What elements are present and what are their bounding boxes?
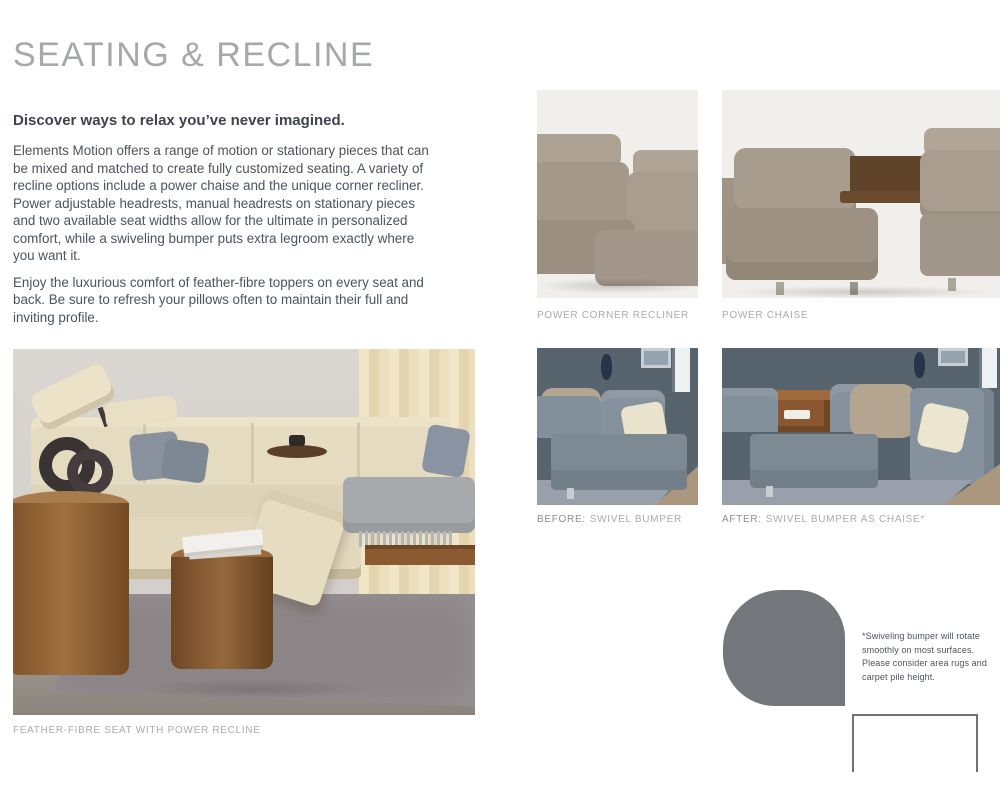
caption-text: POWER CHAISE bbox=[722, 310, 809, 321]
caption-feather-fibre bbox=[13, 725, 261, 736]
caption-power-corner-recliner bbox=[537, 310, 689, 321]
floor-shadow bbox=[732, 286, 992, 298]
lamp-shape bbox=[601, 354, 612, 380]
pillow-shape bbox=[916, 402, 970, 455]
caption-text: FEATHER-FIBRE SEAT WITH POWER RECLINE bbox=[13, 725, 261, 736]
sofa-leg bbox=[567, 488, 574, 499]
throw-blanket-shape bbox=[850, 384, 916, 438]
wood-storage-shape bbox=[365, 545, 475, 565]
swivel-bumper-diagram-shape bbox=[723, 590, 845, 706]
intro-copy bbox=[13, 142, 429, 326]
caption-text: SWIVEL BUMPER bbox=[589, 514, 682, 525]
back-cushion-shape bbox=[537, 396, 601, 438]
window-shape bbox=[982, 348, 997, 388]
pillow-shape bbox=[160, 438, 209, 484]
diagram-outline-rectangle bbox=[852, 714, 978, 772]
seat-cushion-shape bbox=[920, 214, 1000, 276]
swivel-table-shape bbox=[267, 445, 327, 458]
lamp-shape bbox=[914, 352, 925, 378]
intro-paragraph-1: Elements Motion offers a range of motion or stationary pieces that can be mixed and matched to create fully customized seating. A variety of recline options include a power chaise and the unique corner recliner. Power adjustable headrests, manual headrests on stationary pieces and two available seat widths allow for the ultimate in personalized comfort, while a swiveling bumper puts extra legroom exactly where you want it. bbox=[13, 143, 429, 263]
back-cushion-shape bbox=[627, 172, 698, 238]
cushion-seam bbox=[251, 423, 254, 483]
wall-art-shape bbox=[641, 348, 671, 368]
pillow-shape bbox=[421, 424, 471, 479]
photo-before-swivel-bumper bbox=[537, 348, 698, 505]
back-cushion-shape bbox=[722, 388, 778, 432]
floor-shadow bbox=[537, 278, 698, 294]
bumper-ottoman-shape bbox=[750, 434, 878, 488]
window-shape bbox=[675, 348, 690, 392]
photo-power-chaise bbox=[722, 90, 1000, 298]
chaise-cushion-shape bbox=[726, 208, 878, 280]
cup-shape bbox=[289, 435, 305, 446]
caption-power-chaise bbox=[722, 310, 808, 321]
wall-art-shape bbox=[938, 348, 968, 366]
photo-power-corner-recliner bbox=[537, 90, 698, 298]
bumper-ottoman-shape bbox=[551, 434, 687, 490]
console-items-shape bbox=[784, 410, 810, 419]
caption-prefix: BEFORE: bbox=[537, 514, 586, 525]
footnote: *Swiveling bumper will rotate smoothly on most surfaces. Please consider area rugs and carpet pile height. bbox=[862, 631, 987, 682]
side-table-shape bbox=[13, 503, 129, 675]
throw-blanket-shape bbox=[343, 477, 475, 533]
photo-after-swivel-bumper bbox=[722, 348, 1000, 505]
back-cushion-shape bbox=[920, 150, 1000, 220]
caption-prefix: AFTER: bbox=[722, 514, 762, 525]
floor-shadow bbox=[133, 679, 373, 699]
side-table-shape bbox=[171, 557, 273, 669]
cushion-seam bbox=[357, 423, 360, 483]
caption-after-swivel bbox=[722, 514, 925, 525]
caption-before-swivel bbox=[537, 514, 682, 525]
sofa-leg bbox=[766, 486, 773, 497]
wood-shelf-shape bbox=[850, 156, 926, 192]
page-subtitle: Discover ways to relax you’ve never imagined. bbox=[13, 112, 345, 129]
caption-text: POWER CORNER RECLINER bbox=[537, 310, 689, 321]
intro-paragraph-2: Enjoy the luxurious comfort of feather-fibre toppers on every seat and back. Be sure to refresh your pillows often to maintain their full and inviting profile. bbox=[13, 274, 424, 325]
caption-text: SWIVEL BUMPER AS CHAISE* bbox=[765, 514, 926, 525]
photo-feather-fibre-recline bbox=[13, 349, 475, 715]
page-title: SEATING & RECLINE bbox=[13, 36, 375, 74]
